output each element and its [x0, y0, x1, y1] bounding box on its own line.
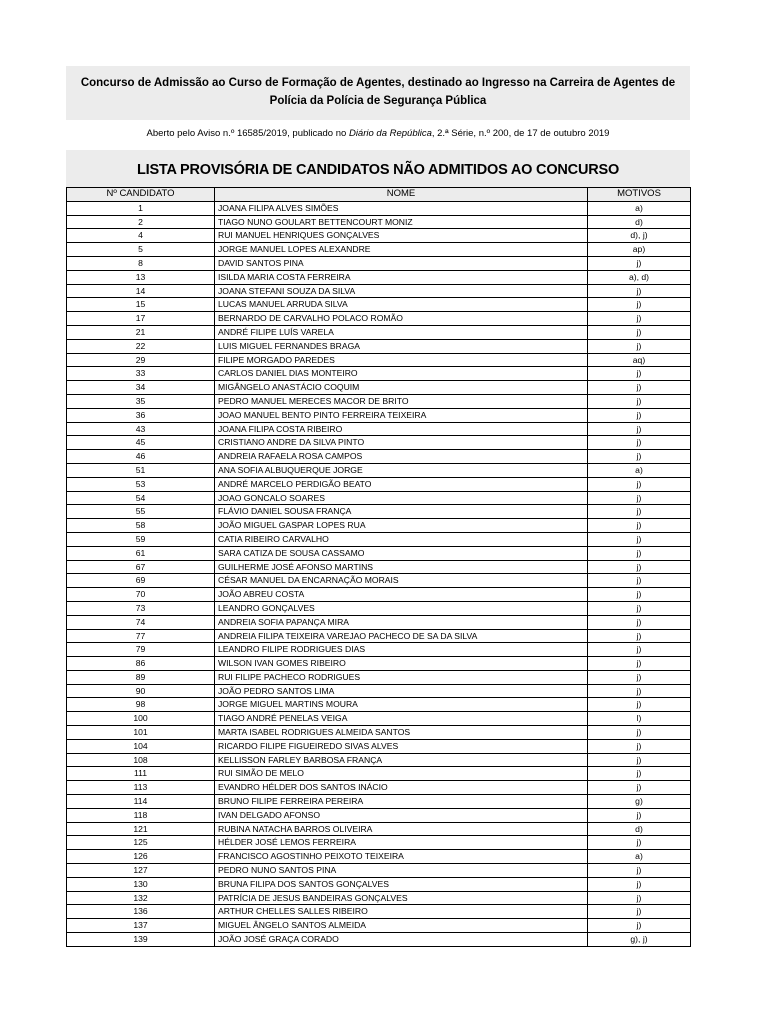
candidate-number: 5 [67, 243, 215, 257]
candidate-name: BRUNA FILIPA DOS SANTOS GONÇALVES [215, 877, 588, 891]
candidate-name: JOÃO MIGUEL GASPAR LOPES RUA [215, 519, 588, 533]
candidate-number: 111 [67, 767, 215, 781]
candidate-name: MARTA ISABEL RODRIGUES ALMEIDA SANTOS [215, 726, 588, 740]
candidate-reasons: j) [588, 643, 691, 657]
candidate-reasons: g), j) [588, 933, 691, 947]
candidate-name: LUIS MIGUEL FERNANDES BRAGA [215, 339, 588, 353]
table-row [67, 339, 691, 353]
table-row [67, 215, 691, 229]
table-row [67, 560, 691, 574]
candidate-name: ANDREIA RAFAELA ROSA CAMPOS [215, 450, 588, 464]
candidate-reasons: j) [588, 256, 691, 270]
candidate-reasons: a) [588, 463, 691, 477]
table-row [67, 243, 691, 257]
candidate-reasons: j) [588, 836, 691, 850]
table-row [67, 325, 691, 339]
table-row [67, 726, 691, 740]
candidate-reasons: l) [588, 712, 691, 726]
candidate-reasons: j) [588, 408, 691, 422]
candidate-number: 67 [67, 560, 215, 574]
candidate-name: JOANA FILIPA COSTA RIBEIRO [215, 422, 588, 436]
candidate-name: RICARDO FILIPE FIGUEIREDO SIVAS ALVES [215, 739, 588, 753]
table-row [67, 546, 691, 560]
document-page [66, 66, 690, 947]
table-row [67, 436, 691, 450]
table-row [67, 698, 691, 712]
candidate-name: CÉSAR MANUEL DA ENCARNAÇÃO MORAIS [215, 574, 588, 588]
candidate-name: GUILHERME JOSÉ AFONSO MARTINS [215, 560, 588, 574]
candidate-name: ARTHUR CHELLES SALLES RIBEIRO [215, 905, 588, 919]
table-row [67, 601, 691, 615]
candidate-name: JOANA FILIPA ALVES SIMÕES [215, 201, 588, 215]
candidate-name: SARA CATIZA DE SOUSA CASSAMO [215, 546, 588, 560]
table-row [67, 808, 691, 822]
table-row [67, 532, 691, 546]
table-row [67, 491, 691, 505]
candidate-number: 51 [67, 463, 215, 477]
candidate-name: CRISTIANO ANDRE DA SILVA PINTO [215, 436, 588, 450]
candidate-name: CARLOS DANIEL DIAS MONTEIRO [215, 367, 588, 381]
table-row [67, 201, 691, 215]
candidate-reasons: j) [588, 325, 691, 339]
candidate-name: DAVID SANTOS PINA [215, 256, 588, 270]
candidate-number: 43 [67, 422, 215, 436]
candidate-number: 36 [67, 408, 215, 422]
candidate-name: JOANA STEFANI SOUZA DA SILVA [215, 284, 588, 298]
table-row [67, 450, 691, 464]
candidate-reasons: j) [588, 767, 691, 781]
candidate-reasons: j) [588, 919, 691, 933]
table-row [67, 822, 691, 836]
candidate-number: 126 [67, 850, 215, 864]
candidate-reasons: j) [588, 284, 691, 298]
candidate-reasons: d) [588, 215, 691, 229]
table-row [67, 588, 691, 602]
candidate-number: 14 [67, 284, 215, 298]
candidate-reasons: j) [588, 532, 691, 546]
candidate-name: JOÃO PEDRO SANTOS LIMA [215, 684, 588, 698]
candidate-number: 13 [67, 270, 215, 284]
candidate-number: 58 [67, 519, 215, 533]
table-row [67, 284, 691, 298]
candidate-name: ANDREIA FILIPA TEIXEIRA VAREJAO PACHECO DE SA DA SILVA [215, 629, 588, 643]
table-row [67, 394, 691, 408]
candidate-number: 101 [67, 726, 215, 740]
table-row [67, 905, 691, 919]
candidate-reasons: j) [588, 367, 691, 381]
table-row [67, 767, 691, 781]
candidate-number: 54 [67, 491, 215, 505]
candidate-number: 79 [67, 643, 215, 657]
candidate-name: EVANDRO HÉLDER DOS SANTOS INÁCIO [215, 781, 588, 795]
table-row [67, 836, 691, 850]
candidate-name: JORGE MANUEL LOPES ALEXANDRE [215, 243, 588, 257]
table-row [67, 615, 691, 629]
table-row [67, 864, 691, 878]
candidate-name: IVAN DELGADO AFONSO [215, 808, 588, 822]
candidate-number: 130 [67, 877, 215, 891]
candidate-number: 137 [67, 919, 215, 933]
candidate-name: ANDREIA SOFIA PAPANÇA MIRA [215, 615, 588, 629]
candidate-reasons: j) [588, 864, 691, 878]
candidate-name: JORGE MIGUEL MARTINS MOURA [215, 698, 588, 712]
candidate-reasons: a) [588, 201, 691, 215]
table-row [67, 256, 691, 270]
candidate-reasons: j) [588, 546, 691, 560]
candidate-number: 113 [67, 781, 215, 795]
candidate-number: 74 [67, 615, 215, 629]
candidate-number: 108 [67, 753, 215, 767]
candidate-name: PATRÍCIA DE JESUS BANDEIRAS GONÇALVES [215, 891, 588, 905]
table-row [67, 933, 691, 947]
table-row [67, 753, 691, 767]
table-row [67, 891, 691, 905]
table-row [67, 574, 691, 588]
candidate-reasons: a) [588, 850, 691, 864]
candidate-number: 22 [67, 339, 215, 353]
candidate-reasons: j) [588, 698, 691, 712]
candidate-number: 2 [67, 215, 215, 229]
candidate-reasons: j) [588, 574, 691, 588]
candidate-reasons: j) [588, 477, 691, 491]
candidate-reasons: d) [588, 822, 691, 836]
candidate-number: 90 [67, 684, 215, 698]
table-row [67, 312, 691, 326]
candidate-number: 45 [67, 436, 215, 450]
candidate-number: 70 [67, 588, 215, 602]
candidate-name: JOAO MANUEL BENTO PINTO FERREIRA TEIXEIRA [215, 408, 588, 422]
candidate-reasons: j) [588, 657, 691, 671]
candidate-reasons: j) [588, 739, 691, 753]
candidate-number: 86 [67, 657, 215, 671]
table-row [67, 477, 691, 491]
candidate-number: 77 [67, 629, 215, 643]
candidate-name: LUCAS MANUEL ARRUDA SILVA [215, 298, 588, 312]
candidate-reasons: j) [588, 601, 691, 615]
candidate-reasons: j) [588, 519, 691, 533]
candidate-number: 98 [67, 698, 215, 712]
candidate-name: TIAGO NUNO GOULART BETTENCOURT MONIZ [215, 215, 588, 229]
candidate-number: 121 [67, 822, 215, 836]
table-row [67, 684, 691, 698]
candidate-reasons: ap) [588, 243, 691, 257]
candidate-name: PEDRO MANUEL MERECES MACOR DE BRITO [215, 394, 588, 408]
candidate-name: FILIPE MORGADO PAREDES [215, 353, 588, 367]
table-header-row [67, 188, 691, 202]
candidate-reasons: j) [588, 781, 691, 795]
table-row [67, 505, 691, 519]
candidate-name: RUI MANUEL HENRIQUES GONÇALVES [215, 229, 588, 243]
column-header-number: Nº CANDIDATO [67, 188, 215, 202]
candidate-name: ISILDA MARIA COSTA FERREIRA [215, 270, 588, 284]
candidate-number: 69 [67, 574, 215, 588]
candidate-name: BERNARDO DE CARVALHO POLACO ROMÃO [215, 312, 588, 326]
candidate-reasons: j) [588, 905, 691, 919]
candidate-reasons: j) [588, 381, 691, 395]
candidate-reasons: j) [588, 684, 691, 698]
candidate-name: ANDRÉ MARCELO PERDIGÃO BEATO [215, 477, 588, 491]
notice-journal: Diário da República [348, 128, 432, 139]
candidate-number: 4 [67, 229, 215, 243]
notice-suffix: , 2.ª Série, n.º 200, de 17 de outubro 2019 [431, 128, 610, 139]
candidate-name: JOÃO ABREU COSTA [215, 588, 588, 602]
candidate-reasons: j) [588, 394, 691, 408]
candidate-reasons: j) [588, 312, 691, 326]
candidate-name: MIGÂNGELO ANASTÁCIO COQUIM [215, 381, 588, 395]
table-row [67, 670, 691, 684]
candidate-reasons: j) [588, 491, 691, 505]
candidate-name: BRUNO FILIPE FERREIRA PEREIRA [215, 795, 588, 809]
candidate-reasons: j) [588, 891, 691, 905]
contest-header [66, 66, 690, 120]
table-row [67, 270, 691, 284]
candidate-number: 1 [67, 201, 215, 215]
candidate-name: HÉLDER JOSÉ LEMOS FERREIRA [215, 836, 588, 850]
candidates-table [66, 187, 691, 947]
candidate-reasons: j) [588, 629, 691, 643]
candidate-number: 53 [67, 477, 215, 491]
candidate-number: 8 [67, 256, 215, 270]
candidate-reasons: j) [588, 753, 691, 767]
table-row [67, 643, 691, 657]
candidate-name: ANA SOFIA ALBUQUERQUE JORGE [215, 463, 588, 477]
candidate-number: 29 [67, 353, 215, 367]
table-row [67, 463, 691, 477]
candidate-name: KELLISSON FARLEY BARBOSA FRANÇA [215, 753, 588, 767]
candidate-number: 46 [67, 450, 215, 464]
table-row [67, 712, 691, 726]
candidate-name: MIGUEL ÂNGELO SANTOS ALMEIDA [215, 919, 588, 933]
candidate-name: RUBINA NATACHA BARROS OLIVEIRA [215, 822, 588, 836]
notice-reference [66, 120, 690, 150]
table-row [67, 657, 691, 671]
list-title: LISTA PROVISÓRIA DE CANDIDATOS NÃO ADMITIDOS AO CONCURSO [66, 150, 690, 187]
candidate-name: FLÁVIO DANIEL SOUSA FRANÇA [215, 505, 588, 519]
table-row [67, 919, 691, 933]
candidate-number: 17 [67, 312, 215, 326]
table-row [67, 422, 691, 436]
candidate-reasons: j) [588, 670, 691, 684]
candidate-number: 125 [67, 836, 215, 850]
table-body [67, 201, 691, 946]
candidate-reasons: j) [588, 877, 691, 891]
candidate-number: 61 [67, 546, 215, 560]
candidate-name: JOAO GONCALO SOARES [215, 491, 588, 505]
candidate-name: RUI SIMÃO DE MELO [215, 767, 588, 781]
candidate-number: 127 [67, 864, 215, 878]
candidate-reasons: j) [588, 436, 691, 450]
candidate-reasons: j) [588, 560, 691, 574]
candidate-reasons: d), j) [588, 229, 691, 243]
candidate-number: 59 [67, 532, 215, 546]
candidate-reasons: a), d) [588, 270, 691, 284]
candidate-name: ANDRÉ FILIPE LUÍS VARELA [215, 325, 588, 339]
candidate-number: 34 [67, 381, 215, 395]
table-row [67, 795, 691, 809]
candidate-number: 136 [67, 905, 215, 919]
table-row [67, 519, 691, 533]
contest-title: Concurso de Admissão ao Curso de Formação de Agentes, destinado ao Ingresso na Carreira de Agentes de Polícia da Polícia de Segurança Pública [80, 77, 676, 107]
candidate-reasons: j) [588, 450, 691, 464]
candidate-number: 35 [67, 394, 215, 408]
candidate-number: 104 [67, 739, 215, 753]
candidate-reasons: j) [588, 726, 691, 740]
candidate-name: RUI FILIPE PACHECO RODRIGUES [215, 670, 588, 684]
candidate-number: 89 [67, 670, 215, 684]
candidate-number: 118 [67, 808, 215, 822]
table-row [67, 408, 691, 422]
candidate-reasons: j) [588, 588, 691, 602]
table-row [67, 381, 691, 395]
table-row [67, 353, 691, 367]
candidate-reasons: g) [588, 795, 691, 809]
table-row [67, 739, 691, 753]
table-row [67, 877, 691, 891]
candidate-number: 100 [67, 712, 215, 726]
candidate-number: 132 [67, 891, 215, 905]
candidate-name: LEANDRO FILIPE RODRIGUES DIAS [215, 643, 588, 657]
candidate-name: FRANCISCO AGOSTINHO PEIXOTO TEIXEIRA [215, 850, 588, 864]
candidate-name: TIAGO ANDRÉ PENELAS VEIGA [215, 712, 588, 726]
table-row [67, 298, 691, 312]
candidate-number: 15 [67, 298, 215, 312]
candidate-number: 114 [67, 795, 215, 809]
table-row [67, 367, 691, 381]
column-header-reasons: MOTIVOS [588, 188, 691, 202]
table-row [67, 850, 691, 864]
candidate-reasons: j) [588, 422, 691, 436]
candidate-name: WILSON IVAN GOMES RIBEIRO [215, 657, 588, 671]
candidate-name: JOÃO JOSÉ GRAÇA CORADO [215, 933, 588, 947]
column-header-name: NOME [215, 188, 588, 202]
candidate-reasons: j) [588, 808, 691, 822]
candidate-reasons: j) [588, 339, 691, 353]
candidate-number: 73 [67, 601, 215, 615]
candidate-name: LEANDRO GONÇALVES [215, 601, 588, 615]
candidate-number: 21 [67, 325, 215, 339]
candidate-number: 55 [67, 505, 215, 519]
candidate-number: 139 [67, 933, 215, 947]
candidate-name: CATIA RIBEIRO CARVALHO [215, 532, 588, 546]
notice-prefix: Aberto pelo Aviso n.º 16585/2019, publicado no [146, 128, 349, 139]
candidate-reasons: j) [588, 505, 691, 519]
candidate-reasons: j) [588, 298, 691, 312]
candidate-reasons: aq) [588, 353, 691, 367]
candidate-number: 33 [67, 367, 215, 381]
table-row [67, 629, 691, 643]
candidate-name: PEDRO NUNO SANTOS PINA [215, 864, 588, 878]
table-row [67, 781, 691, 795]
table-row [67, 229, 691, 243]
candidate-reasons: j) [588, 615, 691, 629]
